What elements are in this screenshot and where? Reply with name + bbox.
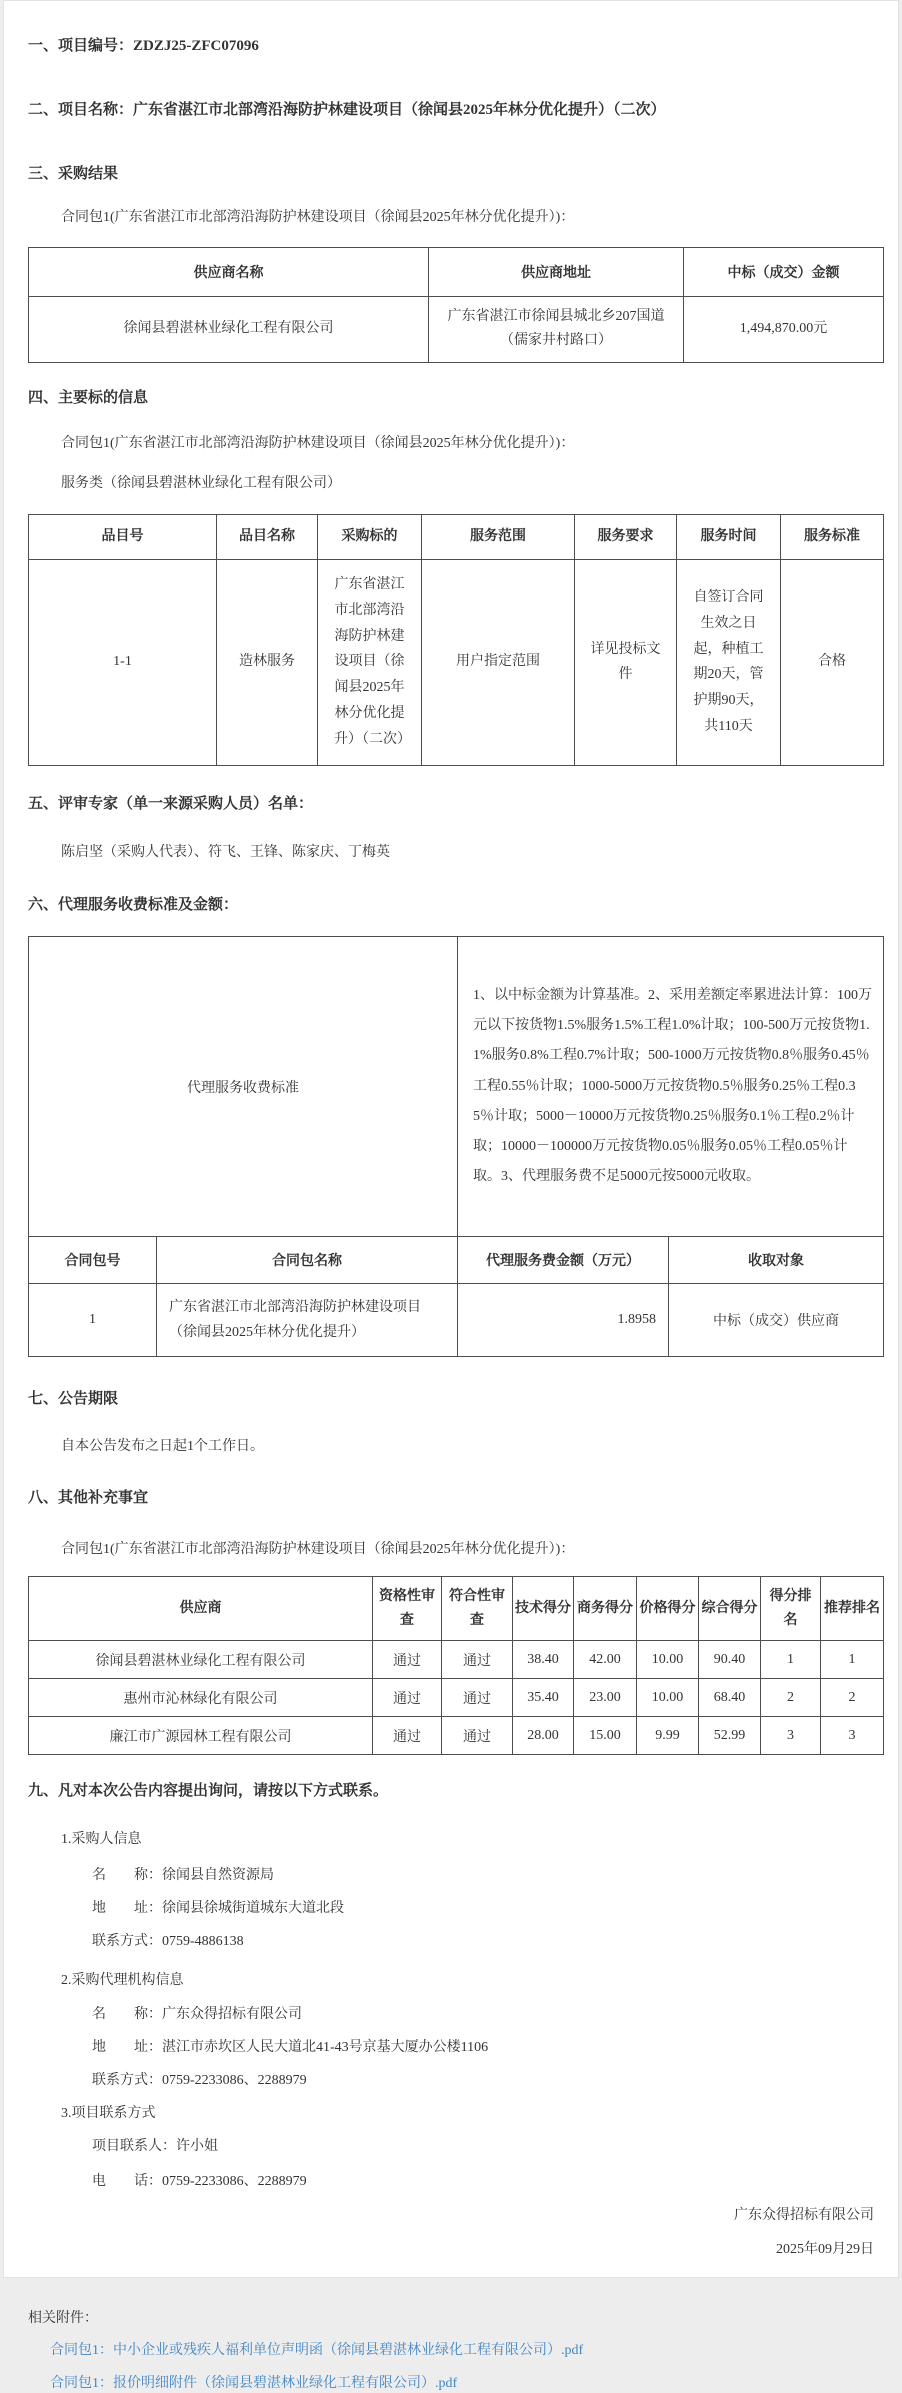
project-phone-value: 0759-2233086、2288979	[162, 2174, 307, 2190]
recommend-rank-cell: 1	[821, 1641, 884, 1679]
subject-time-cell: 自签订合同生效之日起，种植工期20天，管护期90天，共110天	[677, 559, 781, 765]
attachment-link-2[interactable]: 合同包1：报价明细附件（徐闻县碧湛林业绿化工程有限公司）.pdf	[50, 2375, 458, 2391]
score-price-cell: 10.00	[637, 1679, 699, 1717]
section-1-heading: 一、项目编号：ZDZJ25-ZFC07096	[28, 38, 259, 54]
score-conformity-cell: 通过	[442, 1641, 513, 1679]
agency-contact-value: 0759-2233086、2288979	[162, 2073, 307, 2089]
score-supplier-cell: 惠州市沁林绿化有限公司	[29, 1679, 373, 1717]
result-supplier-cell: 徐闻县碧湛林业绿化工程有限公司	[29, 296, 429, 362]
section-4-heading: 四、主要标的信息	[28, 389, 149, 406]
buyer-name-line	[92, 1867, 876, 1885]
section-6-heading: 六、代理服务收费标准及金额：	[28, 897, 239, 914]
score-business-cell: 23.00	[574, 1679, 637, 1717]
package-line-subject: 合同包1(广东省湛江市北部湾沿海防护林建设项目（徐闻县2025年林分优化提升）)：	[61, 435, 575, 451]
recommend-rank-cell: 3	[821, 1717, 884, 1755]
buyer-address-value: 徐闻县徐城街道城东大道北段	[162, 1900, 344, 1916]
subject-header-requirement: 服务要求	[575, 514, 677, 559]
subject-header-standard: 服务标准	[781, 514, 884, 559]
result-header-address: 供应商地址	[429, 247, 684, 296]
agency-contact-line	[92, 2072, 876, 2090]
fee-header-target: 收取对象	[669, 1237, 884, 1284]
buyer-contact-value: 0759-4886138	[162, 1934, 244, 1950]
fee-standard-text-cell: 1、以中标金额为计算基准。2、采用差额定率累进法计算：100万元以下按货物1.5%服务1.5%工程1.0%计取；100-500万元按货物1.1%服务0.8%工程0.7%计取；500-1000万元按货物0.8％服务0.45％工程0.55％计取；1000-5000万元按货物0.5％服务0.25％工程0.35％计取；5000－10000万元按货物0.25％服务0.1％工程0.2％计取；10000－100000万元按货物0.05％服务0.05％工程0.05％计取。3、代理服务费不足5000元按5000元收取。	[458, 937, 884, 1237]
project-person-label: 项目联系人：	[92, 2139, 176, 2155]
score-table-row-3	[29, 1717, 884, 1755]
subject-header-subject: 采购标的	[318, 514, 422, 559]
fee-table	[28, 936, 884, 1357]
subject-subject-cell: 广东省湛江市北部湾沿海防护林建设项目（徐闻县2025年林分优化提升）（二次）	[318, 559, 422, 765]
buyer-address-label: 地 址：	[92, 1900, 162, 1916]
score-header-supplier: 供应商	[29, 1576, 373, 1641]
score-header-score-rank: 得分排名	[761, 1576, 821, 1641]
score-price-cell: 10.00	[637, 1641, 699, 1679]
fee-standard-label-cell: 代理服务收费标准	[29, 937, 458, 1237]
result-header-supplier: 供应商名称	[29, 247, 429, 296]
agency-address-value: 湛江市赤坎区人民大道北41-43号京基大厦办公楼1106	[162, 2040, 489, 2056]
score-technical-cell: 38.40	[513, 1641, 574, 1679]
fee-target-cell: 中标（成交）供应商	[669, 1284, 884, 1357]
result-table-header-row	[29, 247, 884, 296]
signature-company: 广东众得招标有限公司	[734, 2208, 874, 2224]
subject-item-name-cell: 造林服务	[217, 559, 318, 765]
agency-name-label: 名 称：	[92, 2006, 162, 2022]
buyer-info-title: 1.采购人信息	[61, 1832, 142, 1848]
buyer-contact-label: 联系方式：	[92, 1934, 162, 1950]
fee-header-amount: 代理服务费金额（万元）	[458, 1237, 669, 1284]
signature-date: 2025年09月29日	[776, 2241, 874, 2257]
score-qualification-cell: 通过	[373, 1679, 442, 1717]
score-table-row-1	[29, 1641, 884, 1679]
attachment-link-1[interactable]: 合同包1：中小企业或残疾人福利单位声明函（徐闻县碧湛林业绿化工程有限公司）.pdf	[50, 2342, 584, 2358]
announcement-page	[3, 0, 899, 2391]
score-header-qualification: 资格性审查	[373, 1576, 442, 1641]
buyer-name-label: 名 称：	[92, 1867, 162, 1883]
recommend-rank-cell: 2	[821, 1679, 884, 1717]
package-line-result: 合同包1(广东省湛江市北部湾沿海防护林建设项目（徐闻县2025年林分优化提升）)：	[61, 210, 575, 226]
score-supplier-cell: 徐闻县碧湛林业绿化工程有限公司	[29, 1641, 373, 1679]
score-business-cell: 42.00	[574, 1641, 637, 1679]
result-table-row	[29, 296, 884, 362]
score-technical-cell: 35.40	[513, 1679, 574, 1717]
score-supplier-cell: 廉江市广源园林工程有限公司	[29, 1717, 373, 1755]
agency-contact-label: 联系方式：	[92, 2073, 162, 2089]
agency-info-title: 2.采购代理机构信息	[61, 1973, 184, 1989]
score-conformity-cell: 通过	[442, 1717, 513, 1755]
package-line-score: 合同包1(广东省湛江市北部湾沿海防护林建设项目（徐闻县2025年林分优化提升）)：	[61, 1542, 575, 1558]
score-table-header-row	[29, 1576, 884, 1641]
attachments-label: 相关附件：	[28, 2310, 98, 2326]
score-rank-cell: 1	[761, 1641, 821, 1679]
score-header-price: 价格得分	[637, 1576, 699, 1641]
score-table	[28, 1576, 884, 1756]
section-3-heading: 三、采购结果	[28, 165, 119, 182]
score-header-business: 商务得分	[574, 1576, 637, 1641]
result-table	[28, 247, 884, 363]
score-rank-cell: 2	[761, 1679, 821, 1717]
score-header-total: 综合得分	[699, 1576, 761, 1641]
score-table-row-2	[29, 1679, 884, 1717]
subject-header-time: 服务时间	[677, 514, 781, 559]
score-header-recommend-rank: 推荐排名	[821, 1576, 884, 1641]
service-type-line: 服务类（徐闻县碧湛林业绿化工程有限公司）	[61, 476, 341, 492]
score-total-cell: 90.40	[699, 1641, 761, 1679]
project-person-value: 许小姐	[176, 2139, 218, 2155]
score-price-cell: 9.99	[637, 1717, 699, 1755]
score-business-cell: 15.00	[574, 1717, 637, 1755]
result-amount-cell: 1,494,870.00元	[684, 296, 884, 362]
section-7-heading: 七、公告期限	[28, 1391, 119, 1408]
fee-pkg-no-cell: 1	[29, 1284, 157, 1357]
project-phone-label: 电 话：	[92, 2174, 162, 2190]
buyer-name-value: 徐闻县自然资源局	[162, 1867, 274, 1883]
score-qualification-cell: 通过	[373, 1717, 442, 1755]
score-qualification-cell: 通过	[373, 1641, 442, 1679]
project-phone-line	[92, 2173, 876, 2191]
agency-address-label: 地 址：	[92, 2040, 162, 2056]
buyer-contact-line	[92, 1933, 876, 1951]
section-5-heading: 五、评审专家（单一来源采购人员）名单：	[28, 796, 314, 813]
fee-amount-cell: 1.8958	[458, 1284, 669, 1357]
expert-names: 陈启坚（采购人代表）、符飞、王锋、陈家庆、丁梅英	[61, 844, 390, 860]
agency-name-value: 广东众得招标有限公司	[162, 2006, 302, 2022]
fee-standard-row	[29, 937, 884, 1237]
fee-table-row	[29, 1284, 884, 1357]
project-contact-title: 3.项目联系方式	[61, 2106, 156, 2122]
score-total-cell: 52.99	[699, 1717, 761, 1755]
agency-address-line	[92, 2039, 876, 2057]
score-header-conformity: 符合性审查	[442, 1576, 513, 1641]
fee-pkg-name-cell: 广东省湛江市北部湾沿海防护林建设项目（徐闻县2025年林分优化提升）	[157, 1284, 458, 1357]
result-header-amount: 中标（成交）金额	[684, 247, 884, 296]
result-address-cell: 广东省湛江市徐闻县城北乡207国道（儒家井村路口）	[429, 296, 684, 362]
section-2-heading: 二、项目名称：广东省湛江市北部湾沿海防护林建设项目（徐闻县2025年林分优化提升）（二次）	[28, 101, 666, 118]
fee-header-pkg-name: 合同包名称	[157, 1237, 458, 1284]
score-rank-cell: 3	[761, 1717, 821, 1755]
fee-table-header-row	[29, 1237, 884, 1284]
buyer-address-line	[92, 1900, 876, 1918]
subject-table	[28, 514, 884, 766]
subject-scope-cell: 用户指定范围	[422, 559, 575, 765]
subject-table-header-row	[29, 514, 884, 559]
subject-requirement-cell: 详见投标文件	[575, 559, 677, 765]
subject-header-scope: 服务范围	[422, 514, 575, 559]
section-8-heading: 八、其他补充事宜	[28, 1490, 149, 1507]
project-person-line	[92, 2138, 876, 2156]
subject-standard-cell: 合格	[781, 559, 884, 765]
subject-table-row	[29, 559, 884, 765]
subject-item-no-cell: 1-1	[29, 559, 217, 765]
fee-header-pkg-no: 合同包号	[29, 1237, 157, 1284]
section-9-heading: 九、凡对本次公告内容提出询问，请按以下方式联系。	[28, 1783, 389, 1800]
subject-header-item-no: 品目号	[29, 514, 217, 559]
score-conformity-cell: 通过	[442, 1679, 513, 1717]
score-total-cell: 68.40	[699, 1679, 761, 1717]
agency-name-line	[92, 2006, 876, 2024]
score-technical-cell: 28.00	[513, 1717, 574, 1755]
score-header-technical: 技术得分	[513, 1576, 574, 1641]
subject-header-item-name: 品目名称	[217, 514, 318, 559]
announcement-period-text: 自本公告发布之日起1个工作日。	[61, 1438, 264, 1454]
